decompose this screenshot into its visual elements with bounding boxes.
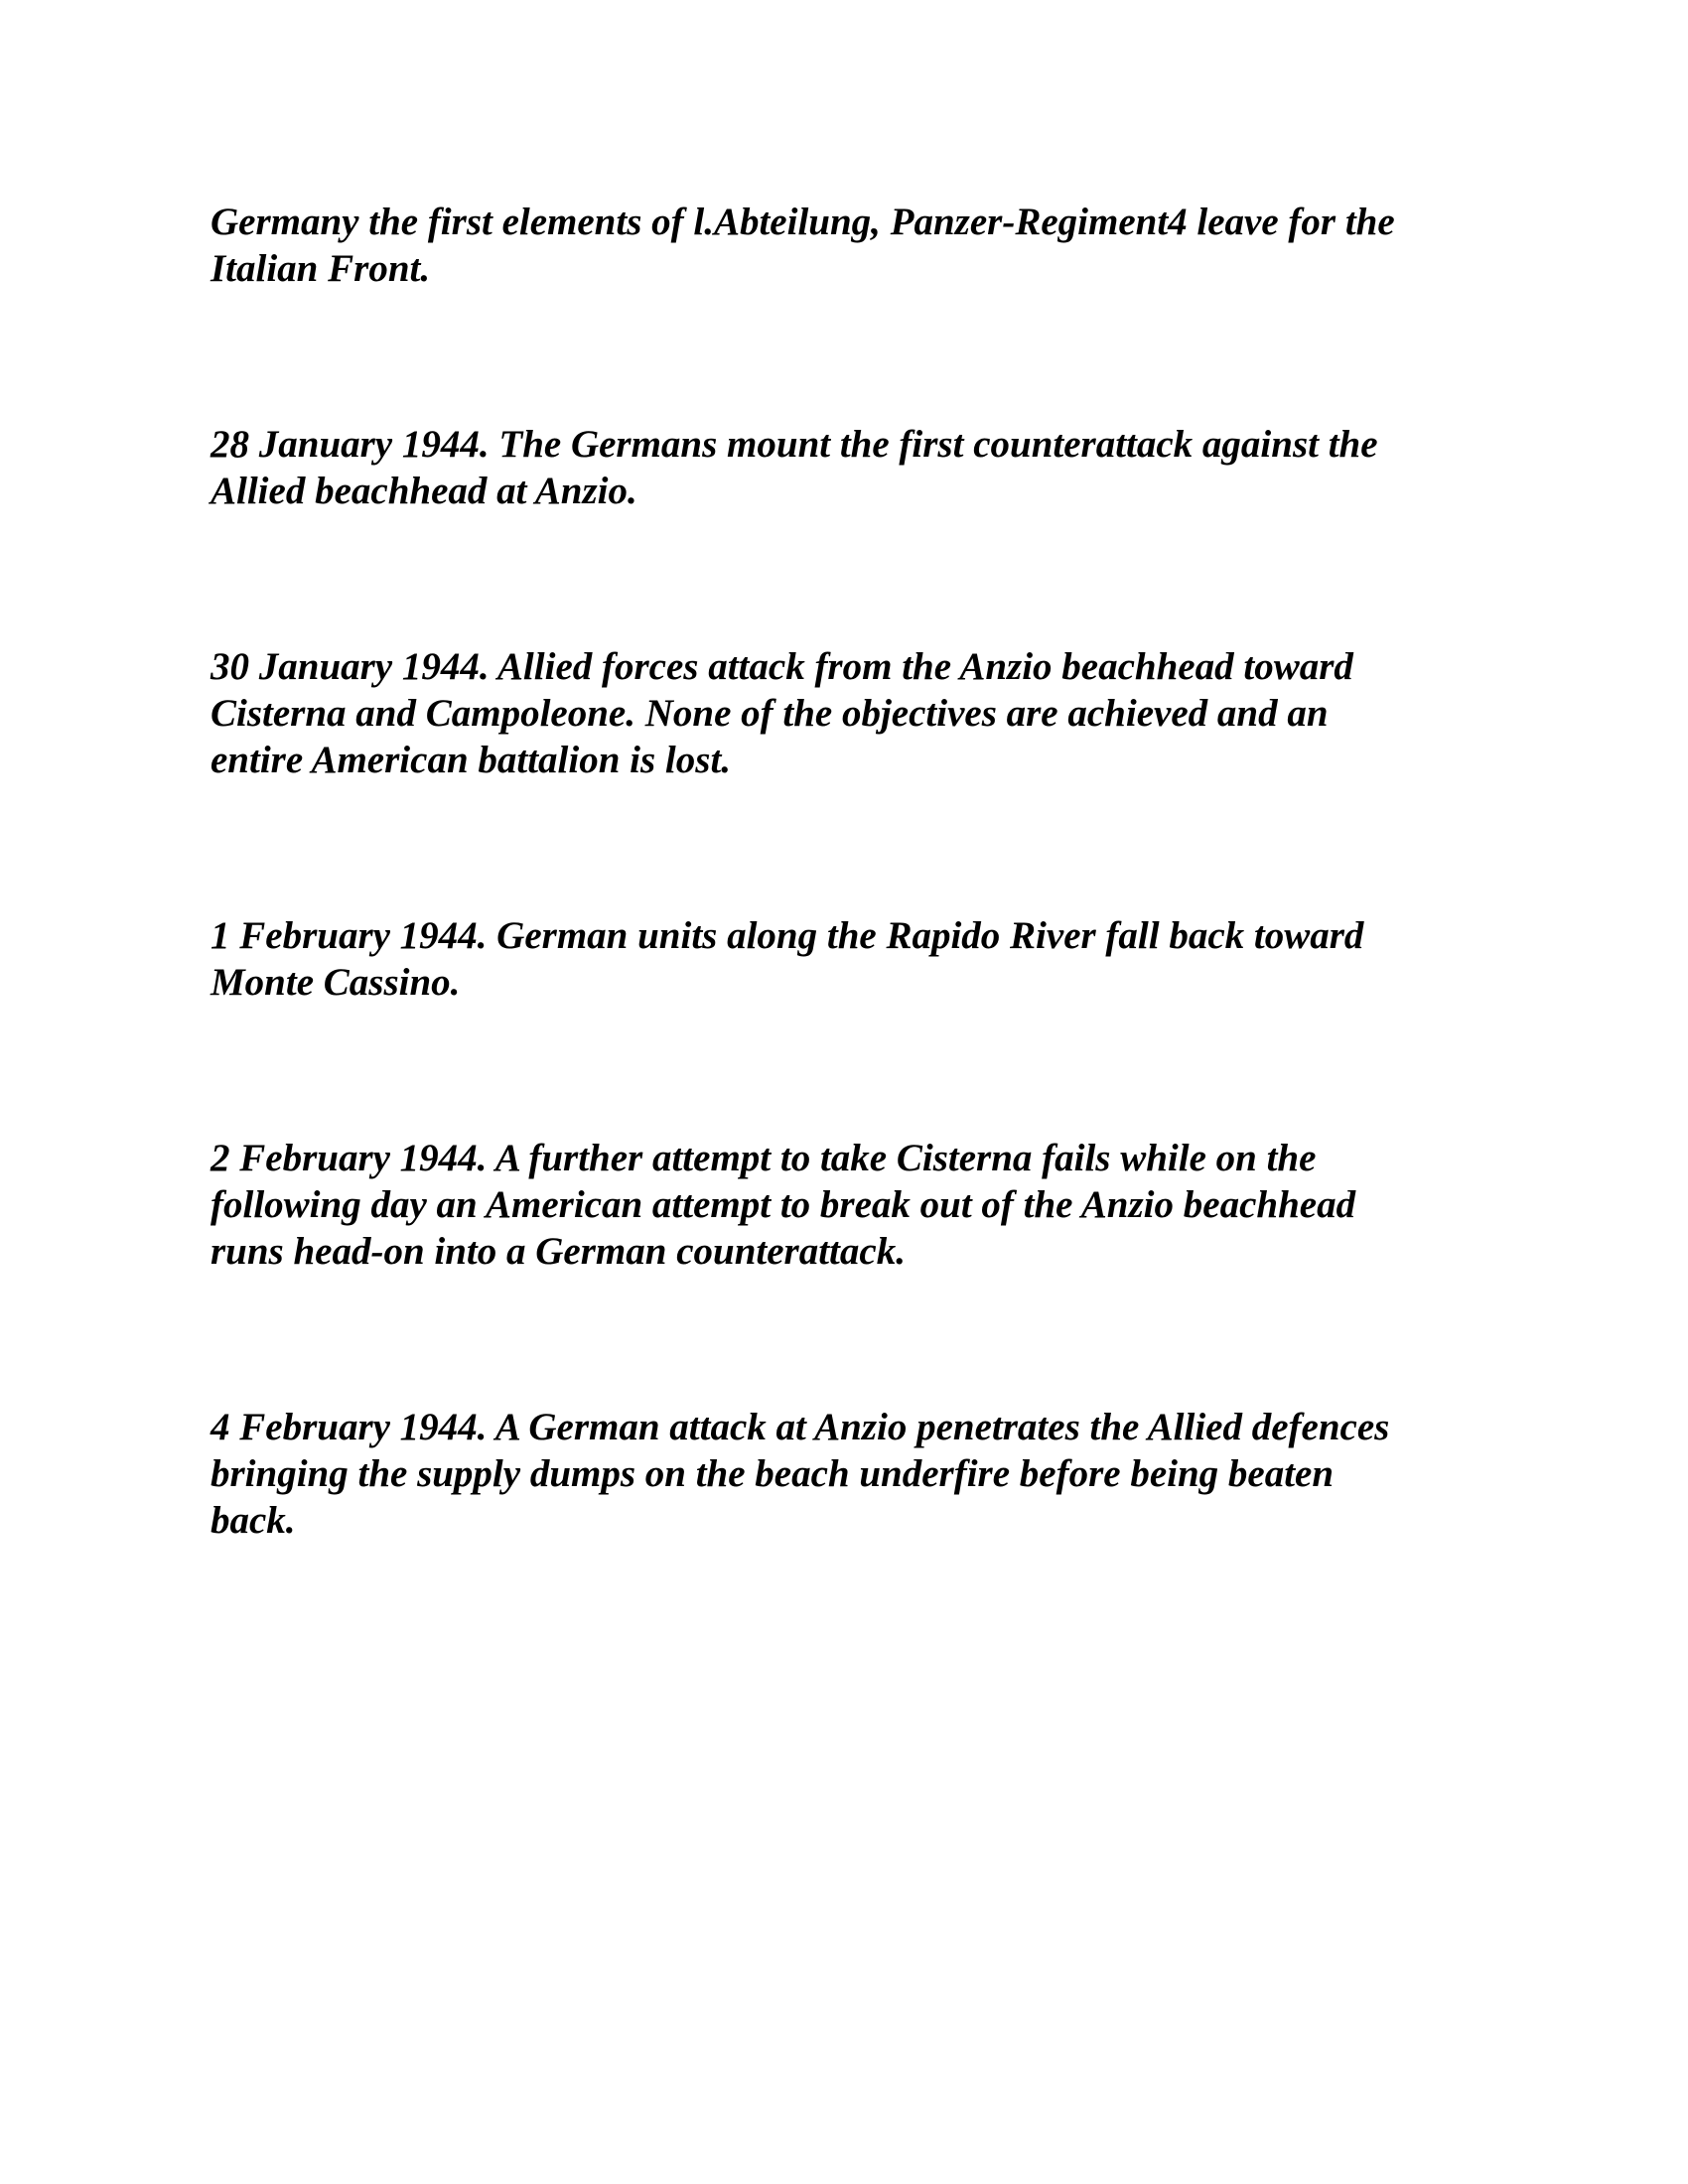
entry-line: Cisterna and Campoleone. None of the objectives are achieved and an <box>211 692 1329 735</box>
entry-line: Monte Cassino. <box>211 961 461 1004</box>
timeline-entry <box>211 199 1501 292</box>
entry-line: back. <box>211 1499 296 1542</box>
timeline-entry <box>211 421 1501 514</box>
entry-line: 2 February 1944. A further attempt to take Cisterna fails while on the <box>211 1137 1317 1179</box>
entry-line: bringing the supply dumps on the beach underfire before being beaten <box>211 1452 1335 1495</box>
timeline-entry <box>211 643 1501 783</box>
entry-line: 30 January 1944. Allied forces attack from the Anzio beachhead toward <box>211 645 1353 688</box>
entry-line: Germany the first elements of l.Abteilung, Panzer-Regiment4 leave for the <box>211 201 1395 243</box>
timeline-entry <box>211 1404 1501 1544</box>
timeline-entry <box>211 1135 1501 1275</box>
entry-line: 4 February 1944. A German attack at Anzio penetrates the Allied defences <box>211 1406 1390 1448</box>
entry-line: Italian Front. <box>211 247 431 290</box>
entry-line: 1 February 1944. German units along the Rapido River fall back toward <box>211 914 1364 957</box>
entry-line: entire American battalion is lost. <box>211 739 732 781</box>
entry-line: Allied beachhead at Anzio. <box>211 470 637 512</box>
entry-line: 28 January 1944. The Germans mount the first counterattack against the <box>211 423 1378 466</box>
entry-line: following day an American attempt to break out of the Anzio beachhead <box>211 1183 1356 1226</box>
entry-line: runs head-on into a German counterattack. <box>211 1230 906 1273</box>
timeline-entry <box>211 912 1501 1006</box>
